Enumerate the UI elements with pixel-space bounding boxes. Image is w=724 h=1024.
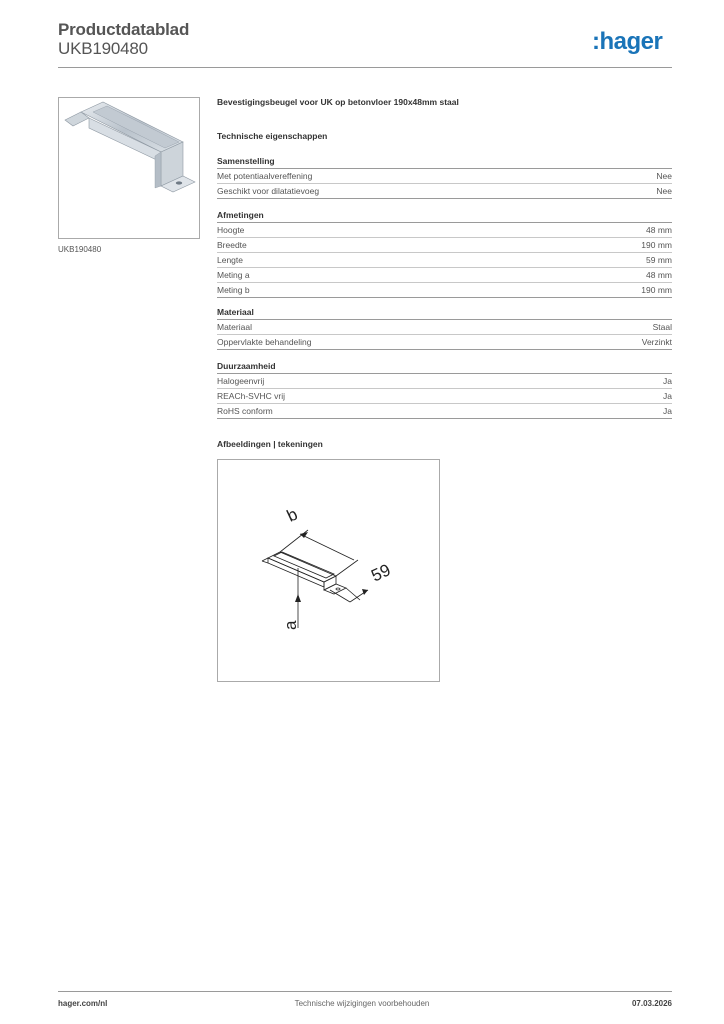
dimension-label-length: 59	[368, 560, 394, 586]
section-title: Duurzaamheid	[217, 359, 672, 374]
section-title: Afmetingen	[217, 208, 672, 223]
property-label: Materiaal	[217, 322, 252, 332]
property-row	[217, 238, 672, 253]
property-value: Ja	[663, 376, 672, 386]
product-image-caption: UKB190480	[58, 245, 102, 254]
property-row	[217, 268, 672, 283]
dimension-label-a: a	[281, 620, 300, 630]
property-label: Hoogte	[217, 225, 245, 235]
images-drawings-title: Afbeeldingen | tekeningen	[217, 439, 323, 449]
section-afmetingen	[217, 208, 672, 298]
property-row	[217, 320, 672, 335]
hager-logo	[592, 28, 672, 60]
technical-properties-title: Technische eigenschappen	[217, 131, 328, 141]
section-title: Materiaal	[217, 305, 672, 320]
bracket-illustration	[59, 98, 199, 238]
footer-divider	[58, 991, 672, 992]
section-materiaal	[217, 305, 672, 350]
property-row	[217, 404, 672, 419]
property-value: Verzinkt	[641, 337, 672, 347]
property-label: Meting a	[217, 270, 250, 280]
property-row	[217, 374, 672, 389]
property-value: 190 mm	[641, 240, 672, 250]
property-row	[217, 283, 672, 298]
section-title: Samenstelling	[217, 154, 672, 169]
product-description: Bevestigingsbeugel voor UK op betonvloer 190x48mm staal	[217, 97, 459, 107]
property-label: Breedte	[217, 240, 247, 250]
dimension-label-b: b	[283, 504, 301, 526]
property-value: 190 mm	[641, 285, 672, 295]
property-label: Geschikt voor dilatatievoeg	[217, 186, 320, 196]
property-label: Halogeenvrij	[217, 376, 265, 386]
property-row	[217, 184, 672, 199]
document-title: Productdatablad	[58, 20, 190, 39]
property-row	[217, 223, 672, 238]
property-label: RoHS conform	[217, 406, 273, 416]
property-row	[217, 169, 672, 184]
property-value: 59 mm	[646, 255, 672, 265]
section-duurzaamheid	[217, 359, 672, 419]
property-value: 48 mm	[646, 270, 672, 280]
property-value: Staal	[652, 322, 672, 332]
product-image	[58, 97, 200, 239]
footer-disclaimer: Technische wijzigingen voorbehouden	[294, 999, 430, 1008]
property-value: 48 mm	[646, 225, 672, 235]
property-row	[217, 389, 672, 404]
section-samenstelling	[217, 154, 672, 199]
property-value: Nee	[656, 186, 672, 196]
property-label: Meting b	[217, 285, 250, 295]
property-row	[217, 253, 672, 268]
footer-date: 07.03.2026	[631, 999, 672, 1008]
property-label: Lengte	[217, 255, 243, 265]
property-row	[217, 335, 672, 350]
property-label: Met potentiaalvereffening	[217, 171, 313, 181]
header-divider	[58, 67, 672, 68]
property-value: Nee	[656, 171, 672, 181]
property-label: Oppervlakte behandeling	[217, 337, 312, 347]
property-label: REACh-SVHC vrij	[217, 391, 286, 401]
logo-text: :hager	[592, 28, 663, 55]
technical-drawing	[217, 459, 440, 682]
product-code: UKB190480	[58, 39, 148, 58]
footer-website-link[interactable]: hager.com/nl	[58, 999, 108, 1008]
property-value: Ja	[663, 406, 672, 416]
property-value: Ja	[663, 391, 672, 401]
dimension-drawing	[218, 460, 439, 681]
